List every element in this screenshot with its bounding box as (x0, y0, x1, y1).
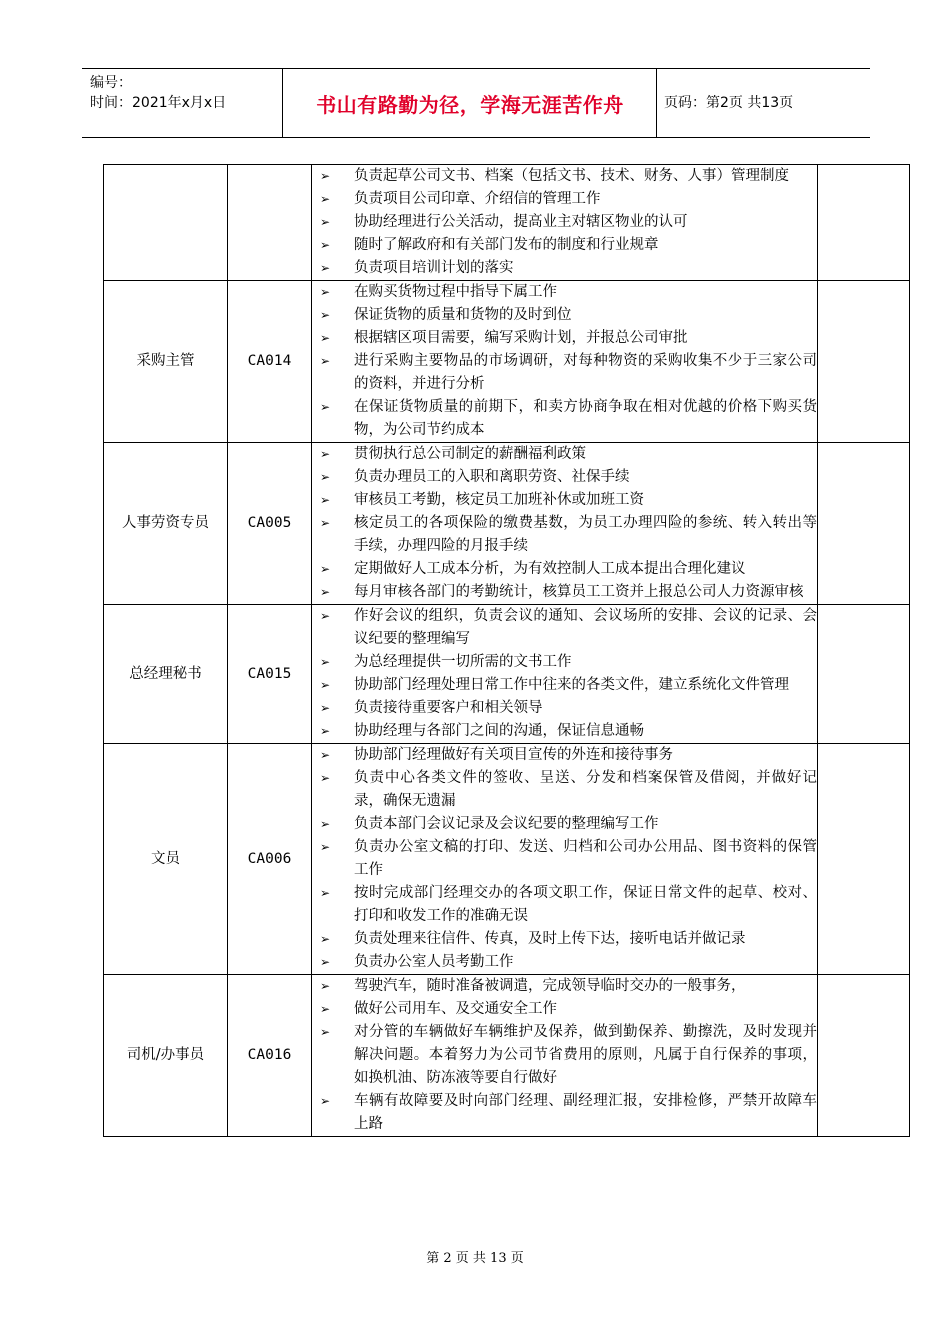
duty-item (312, 327, 817, 350)
arrow-bullet-icon: ➢ (320, 585, 331, 599)
duty-text: 协助部门经理做好有关项目宣传的外连和接待事务 (354, 747, 673, 763)
duties-list (312, 744, 817, 974)
duty-text: 负责项目培训计划的落实 (354, 260, 514, 276)
arrow-bullet-icon: ➢ (320, 886, 331, 900)
duty-text: 每月审核各部门的考勤统计，核算员工工资并上报总公司人力资源审核 (354, 584, 804, 600)
header-left-block (90, 73, 280, 113)
arrow-bullet-icon: ➢ (320, 493, 331, 507)
position-title-cell: 人事劳资专员 (104, 443, 228, 605)
arrow-bullet-icon: ➢ (320, 308, 331, 322)
table-row (104, 443, 910, 605)
duty-item (312, 998, 817, 1021)
duty-text: 协助经理与各部门之间的沟通，保证信息通畅 (354, 723, 644, 739)
duty-item (312, 257, 817, 280)
header-divider (656, 69, 657, 137)
duty-text: 负责办公室文稿的打印、发送、归档和公司办公用品、图书资料的保管工作 (354, 839, 817, 878)
position-title-cell (104, 165, 228, 281)
table-row (104, 605, 910, 744)
duty-text: 协助经理进行公关活动，提高业主对辖区物业的认可 (354, 214, 688, 230)
page-header (82, 68, 870, 138)
duty-text: 保证货物的质量和货物的及时到位 (354, 307, 572, 323)
duty-item (312, 813, 817, 836)
arrow-bullet-icon: ➢ (320, 979, 331, 993)
page-footer: 第 2 页 共 13 页 (426, 1251, 524, 1266)
duty-text: 负责项目公司印章、介绍信的管理工作 (354, 191, 601, 207)
arrow-bullet-icon: ➢ (320, 261, 331, 275)
arrow-bullet-icon: ➢ (320, 1094, 331, 1108)
arrow-bullet-icon: ➢ (320, 817, 331, 831)
duty-text: 为总经理提供一切所需的文书工作 (354, 654, 572, 670)
duty-text: 贯彻执行总公司制定的薪酬福利政策 (354, 446, 586, 462)
arrow-bullet-icon: ➢ (320, 748, 331, 762)
arrow-bullet-icon: ➢ (320, 932, 331, 946)
duty-item (312, 558, 817, 581)
position-title-cell: 总经理秘书 (104, 605, 228, 744)
duty-text: 协助部门经理处理日常工作中往来的各类文件，建立系统化文件管理 (354, 677, 789, 693)
duty-item (312, 882, 817, 928)
duty-text: 做好公司用车、及交通安全工作 (354, 1001, 557, 1017)
duty-item (312, 350, 817, 396)
duty-text: 在保证货物质量的前期下，和卖方协商争取在相对优越的价格下购买货物，为公司节约成本 (354, 399, 817, 438)
duty-text: 负责起草公司文书、档案（包括文书、技术、财务、人事）管理制度 (354, 168, 789, 184)
arrow-bullet-icon: ➢ (320, 215, 331, 229)
arrow-bullet-icon: ➢ (320, 609, 331, 623)
table-row (104, 165, 910, 281)
position-code-cell: CA006 (228, 744, 312, 975)
duty-item (312, 651, 817, 674)
duty-item (312, 744, 817, 767)
duty-item (312, 951, 817, 974)
duty-text: 定期做好人工成本分析，为有效控制人工成本提出合理化建议 (354, 561, 746, 577)
duties-list (312, 281, 817, 442)
duty-item (312, 581, 817, 604)
document-number-label: 编号： (90, 75, 132, 91)
duty-item (312, 211, 817, 234)
duty-item (312, 234, 817, 257)
arrow-bullet-icon: ➢ (320, 840, 331, 854)
duty-item (312, 443, 817, 466)
duty-text: 随时了解政府和有关部门发布的制度和行业规章 (354, 237, 659, 253)
job-duties-table-body (104, 165, 910, 1137)
duty-text: 对分管的车辆做好车辆维护及保养，做到勤保养、勤擦洗，及时发现并解决问题。本着努力为公司节省费用的原则，凡属于自行保养的事项，如换机油、防冻液等要自行做好 (354, 1024, 817, 1086)
duty-text: 负责办公室人员考勤工作 (354, 954, 514, 970)
header-divider (282, 69, 283, 137)
arrow-bullet-icon: ➢ (320, 562, 331, 576)
duty-item (312, 489, 817, 512)
arrow-bullet-icon: ➢ (320, 447, 331, 461)
duty-text: 在购买货物过程中指导下属工作 (354, 284, 557, 300)
arrow-bullet-icon: ➢ (320, 331, 331, 345)
table-row (104, 281, 910, 443)
arrow-bullet-icon: ➢ (320, 285, 331, 299)
arrow-bullet-icon: ➢ (320, 1002, 331, 1016)
duty-item (312, 304, 817, 327)
table-row (104, 975, 910, 1137)
job-duties-table (103, 164, 910, 1137)
arrow-bullet-icon: ➢ (320, 238, 331, 252)
duties-cell (312, 281, 818, 443)
duty-text: 核定员工的各项保险的缴费基数，为员工办理四险的参统、转入转出等手续，办理四险的月报手续 (354, 515, 817, 554)
position-code-cell: CA005 (228, 443, 312, 605)
position-code-cell: CA014 (228, 281, 312, 443)
position-code-cell: CA016 (228, 975, 312, 1137)
duty-item (312, 767, 817, 813)
duty-item (312, 720, 817, 743)
arrow-bullet-icon: ➢ (320, 516, 331, 530)
duty-item (312, 697, 817, 720)
duty-text: 负责办理员工的入职和离职劳资、社保手续 (354, 469, 630, 485)
duty-text: 负责处理来往信件、传真，及时上传下达，接听电话并做记录 (354, 931, 746, 947)
duties-cell (312, 165, 818, 281)
duties-cell (312, 443, 818, 605)
duty-text: 负责中心各类文件的签收、呈送、分发和档案保管及借阅，并做好记录，确保无遗漏 (354, 770, 817, 809)
position-code-cell: CA015 (228, 605, 312, 744)
remarks-cell (818, 975, 910, 1137)
duty-text: 负责本部门会议记录及会议纪要的整理编写工作 (354, 816, 659, 832)
duty-item (312, 1090, 817, 1136)
duty-item (312, 836, 817, 882)
arrow-bullet-icon: ➢ (320, 169, 331, 183)
duty-text: 按时完成部门经理交办的各项文职工作，保证日常文件的起草、校对、打印和收发工作的准确无误 (354, 885, 817, 924)
duty-item (312, 396, 817, 442)
position-title-cell: 采购主管 (104, 281, 228, 443)
remarks-cell (818, 605, 910, 744)
duty-item (312, 188, 817, 211)
duty-item (312, 512, 817, 558)
remarks-cell (818, 443, 910, 605)
duties-list (312, 165, 817, 280)
duty-item (312, 1021, 817, 1090)
duty-text: 审核员工考勤，核定员工加班补休或加班工资 (354, 492, 644, 508)
remarks-cell (818, 281, 910, 443)
remarks-cell (818, 744, 910, 975)
position-title-cell: 文员 (104, 744, 228, 975)
duty-item (312, 928, 817, 951)
duties-list (312, 443, 817, 604)
duty-text: 根据辖区项目需要，编写采购计划，并报总公司审批 (354, 330, 688, 346)
remarks-cell (818, 165, 910, 281)
duties-list (312, 605, 817, 743)
header-motto: 书山有路勤为径，学海无涯苦作舟 (316, 92, 624, 117)
duty-item (312, 605, 817, 651)
arrow-bullet-icon: ➢ (320, 470, 331, 484)
duty-item (312, 975, 817, 998)
arrow-bullet-icon: ➢ (320, 771, 331, 785)
duty-text: 作好会议的组织，负责会议的通知、会议场所的安排、会议的记录、会议纪要的整理编写 (354, 608, 817, 647)
arrow-bullet-icon: ➢ (320, 701, 331, 715)
duty-item (312, 466, 817, 489)
duty-text: 进行采购主要物品的市场调研，对每种物资的采购收集不少于三家公司的资料，并进行分析 (354, 353, 817, 392)
arrow-bullet-icon: ➢ (320, 354, 331, 368)
header-page-info: 页码：第2页 共13页 (664, 95, 794, 111)
duty-item (312, 165, 817, 188)
document-date: 时间：2021年x月x日 (90, 95, 227, 111)
duty-item (312, 674, 817, 697)
duty-text: 负责接待重要客户和相关领导 (354, 700, 543, 716)
arrow-bullet-icon: ➢ (320, 1025, 331, 1039)
arrow-bullet-icon: ➢ (320, 678, 331, 692)
arrow-bullet-icon: ➢ (320, 724, 331, 738)
duty-text: 车辆有故障要及时向部门经理、副经理汇报，安排检修，严禁开故障车上路 (354, 1093, 817, 1132)
duty-text: 驾驶汽车，随时准备被调遣，完成领导临时交办的一般事务， (354, 978, 746, 994)
arrow-bullet-icon: ➢ (320, 955, 331, 969)
table-row (104, 744, 910, 975)
duties-cell (312, 744, 818, 975)
position-code-cell (228, 165, 312, 281)
position-title-cell: 司机/办事员 (104, 975, 228, 1137)
duty-item (312, 281, 817, 304)
duties-cell (312, 975, 818, 1137)
arrow-bullet-icon: ➢ (320, 192, 331, 206)
duties-list (312, 975, 817, 1136)
duties-cell (312, 605, 818, 744)
arrow-bullet-icon: ➢ (320, 400, 331, 414)
arrow-bullet-icon: ➢ (320, 655, 331, 669)
